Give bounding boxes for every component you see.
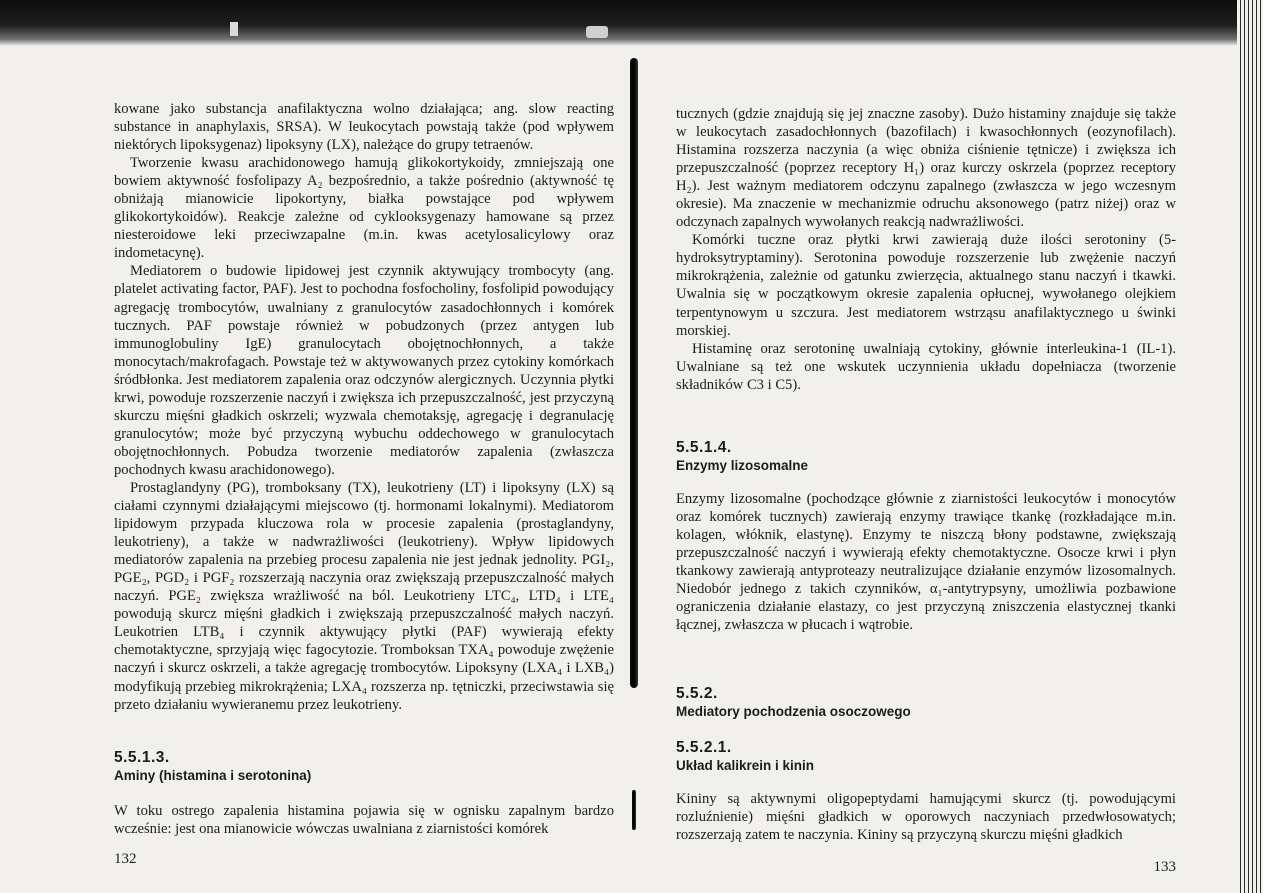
paragraph: Kininy są aktywnymi oligopeptydami hamującymi skurcz (tj. powodującymi rozluźnienie) mięśni gładkich w oporowych naczyniach przedwłosowatych; rozszerzają zatem te naczynia. Kininy są przyczyną skurczu mięśni gładkich — [676, 791, 1176, 844]
section-number: 5.5.2.1. — [676, 739, 732, 756]
left-body-text-bottom — [114, 802, 614, 838]
scan-artifact — [586, 26, 608, 38]
paragraph: Enzymy lizosomalne (pochodzące głównie z ziarnistości leukocytów i monocytów oraz komórek tucznych) zawierają enzymy trawiące tkankę (rozkładające m.in. kolagen, włóknik, elastynę). Enzymy te niszczą błony podstawne, zwiększają przepuszczalność naczyń i wywierają efekty chemotaktyczne. Osocze krwi i płyn tkankowy zawierają antyproteazy neutralizujące działanie enzymów lizosomalnych. Niedobór jednego z takich czynników, α₁-antytrypsyny, umożliwia pozbawione ograniczenia działanie elastazy, co jest przyczyną zniszczenia elastycznej tkanki łącznej, zwłaszcza w płucach i wątrobie. — [676, 491, 1176, 634]
section-title: Układ kalikrein i kinin — [676, 758, 815, 773]
paragraph: kowane jako substancja anafilaktyczna wolno działająca; ang. slow reacting substance in anaphylaxis, SRSA). W leukocytach powstają także (pod wpływem niektórych lipoksygenaz) lipoksyny (LX), należące do grupy tetraenów. — [114, 101, 614, 154]
right-body-text — [676, 105, 1176, 394]
section-number: 5.5.2. — [676, 685, 718, 702]
page-number: 133 — [1153, 859, 1176, 875]
book-spine — [630, 58, 638, 688]
section-number: 5.5.1.4. — [676, 439, 732, 456]
section-heading — [676, 438, 1176, 474]
section-title: Mediatory pochodzenia osoczowego — [676, 704, 911, 719]
section-heading — [676, 738, 1176, 774]
right-body-text-3 — [676, 790, 1176, 844]
section-title: Aminy (histamina i serotonina) — [114, 768, 312, 783]
paragraph: Histaminę oraz serotoninę uwalniają cytokiny, głównie interleukina-1 (IL-1). Uwalniane są też one wskutek uczynnienia układu dopełniacza (tworzenie składników C3 i C5). — [676, 340, 1176, 393]
paragraph: tucznych (gdzie znajdują się jej znaczne zasoby). Dużo histaminy znajduje się także w leukocytach zasadochłonnych (bazofilach) i kwasochłonnych (eozynofilach). Histamina rozszerza naczynia (a więc obniża ciśnienie tętnicze) i zwiększa ich przepuszczalność (poprzez receptory H₁) oraz kurczy oskrzela (poprzez receptory H₂). Jest ważnym mediatorem odczynu zapalnego (zwłaszcza w jego wczesnym okresie). Ma znaczenie w mechanizmie odruchu aksonowego (patrz niżej) oraz w odczynach zapalnych wywołanych reakcją nadwrażliwości. — [676, 106, 1176, 231]
book-spine-lower — [632, 790, 636, 830]
scan-artifact — [230, 22, 238, 36]
page-edges — [1237, 0, 1263, 893]
section-title: Enzymy lizosomalne — [676, 458, 809, 473]
paragraph: W toku ostrego zapalenia histamina pojawia się w ognisku zapalnym bardzo wcześnie: jest ona mianowicie wówczas uwalniana z ziarnistości komórek — [114, 803, 614, 838]
paragraph: Tworzenie kwasu arachidonowego hamują glikokortykoidy, zmniejszają one bowiem aktywność fosfolipazy A₂ bezpośrednio, a także pośrednio (aktywność tę obniżają mianowicie lipokortyny, białka powstające pod wpływem glikokortykoidów). Reakcje zależne od cyklooksygenazy hamowane są przez niesteroidowe leki przeciwzapalne (m.in. kwas acetylosalicylowy oraz indometacynę). — [114, 155, 614, 262]
page-number: 132 — [114, 851, 137, 867]
scan-shadow-top — [0, 0, 1263, 46]
right-body-text-2 — [676, 490, 1176, 634]
paragraph: Prostaglandyny (PG), tromboksany (TX), leukotrieny (LT) i lipoksyny (LX) są ciałami czynnymi działającymi miejscowo (tj. hormonami lokalnymi). Mediatorom lipidowym przypada kluczowa rola w procesie zapalenia (prostaglandyny, leukotrieny), a także w nadwrażliwości (leukotrieny). Wpływ lipidowych mediatorów zapalenia na przebieg procesu zapalenia nie jest jednak jednolity. PGI₂, PGE₂, PGD₂ i PGF₂ rozszerzają naczynia oraz zwiększają przepuszczalność małych naczyń. PGE₂ zwiększa wrażliwość na ból. Leukotrieny LTC₄, LTD₄ i LTE₄ powodują skurcz mięśni gładkich i zwiększają przepuszczalność małych naczyń. Leukotrien LTB₄ i czynnik aktywujący płytki (PAF) wywierają efekty chemotaktyczne, sprzyjają więc fagocytozie. Tromboksan TXA₄ powoduje zwężenie naczyń i skurcz oskrzeli, a także agregację trombocytów. Lipoksyny (LXA₄ i LXB₄) modyfikują przebieg mikrokrążenia; LXA₄ rozszerza np. tętniczki, przeciwstawia się przeto działaniu wywieranemu przez leukotrieny. — [114, 479, 614, 713]
section-heading — [676, 684, 1176, 720]
left-body-text — [114, 100, 614, 714]
paragraph: Mediatorem o budowie lipidowej jest czynnik aktywujący trombocyty (ang. platelet activating factor, PAF). Jest to pochodna fosfocholiny, fosfolipid powodujący agregację trombocytów, uwalniany z granulocytów zasadochłonnych i komórek tucznych. PAF powstaje również w pobudzonych (przez antygen lub immunoglobuliny IgE) granulocytach obojętnochłonnych, a także monocytach/makrofagach. Powstaje też w aktywowanych przez cytokiny komórkach śródbłonka. Jest mediatorem zapalenia oraz odczynów alergicznych. Uczynnia płytki krwi, powoduje rozszerzenie naczyń i zwiększa ich przepuszczalność, jest przyczyną skurczu mięśni gładkich oskrzeli; wyzwala chemotaksję, agregację i degranulację granulocytów; może być przyczyną wybuchu oddechowego w granulocytach obojętnochłonnych. Pobudza tworzenie mediatorów zapalenia (zwłaszcza pochodnych kwasu arachidonowego). — [114, 263, 614, 478]
paragraph: Komórki tuczne oraz płytki krwi zawierają duże ilości serotoniny (5-hydroksytryptaminy). Serotonina powoduje rozszerzenie lub zwężenie naczyń mikrokrążenia, zależnie od gatunku zwierzęcia, aktualnego stanu naczyń i tkawki. Uwalnia się w początkowym okresie zapalenia opłucnej, wywołanego olejkiem terpentynowym u szczura. Jest mediatorem wstrząsu anafilaktycznego u świnki morskiej. — [676, 232, 1176, 339]
section-number: 5.5.1.3. — [114, 749, 170, 766]
section-heading — [114, 748, 614, 784]
